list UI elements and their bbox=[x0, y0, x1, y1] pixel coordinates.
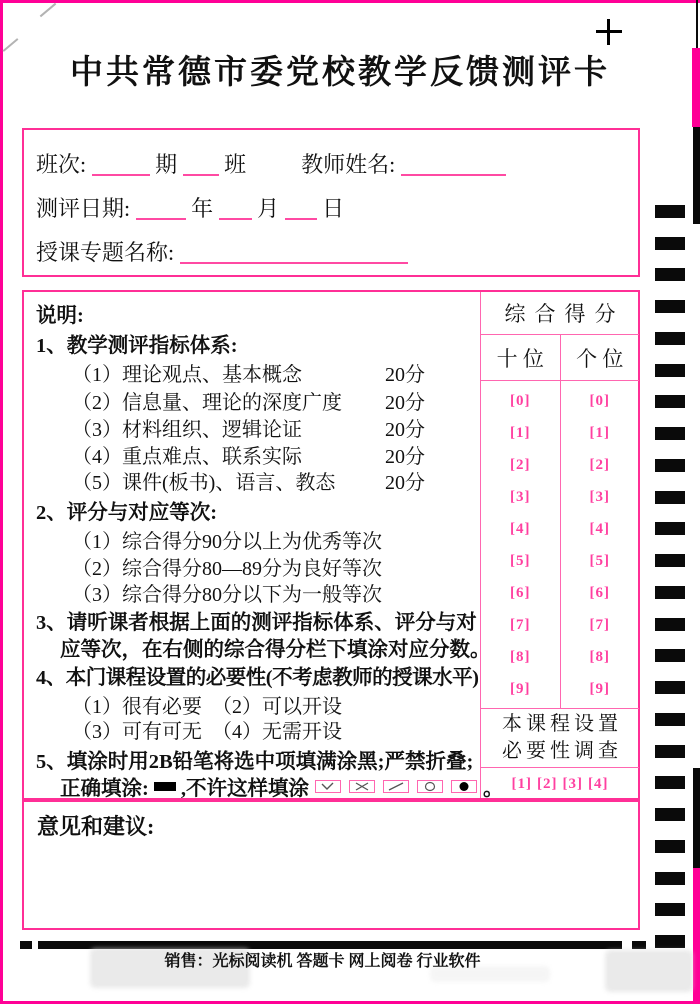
section4-options1: （1）很有必要 （2）可以开设 bbox=[72, 696, 342, 718]
indicator-row: （1）理论观点、基本概念 20分 bbox=[72, 358, 479, 387]
right-edge-black-bar-bottom bbox=[693, 768, 700, 868]
timing-mark bbox=[655, 808, 685, 821]
wrong-mark-slash-icon bbox=[383, 780, 409, 793]
topic-label: 授课专题名称: bbox=[36, 240, 175, 265]
main-box bbox=[22, 290, 640, 802]
class-row bbox=[36, 148, 506, 179]
grade-rule: （2）综合得分80—89分为良好等次 bbox=[72, 558, 382, 580]
year-blank bbox=[136, 196, 186, 220]
survey-bubble-row bbox=[481, 768, 639, 800]
month-blank bbox=[219, 196, 252, 220]
ones-bubble: [9] bbox=[589, 681, 610, 697]
page-top-border bbox=[0, 0, 700, 3]
date-label: 测评日期: bbox=[36, 196, 131, 221]
right-edge-black-bar-top bbox=[693, 127, 700, 224]
wrong-mark-dot-icon bbox=[451, 780, 477, 793]
section2-title: 2、评分与对应等次: bbox=[36, 502, 218, 524]
timing-mark bbox=[655, 554, 685, 567]
indicator-score: 20分 bbox=[385, 419, 425, 441]
tens-bubble: [0] bbox=[510, 393, 531, 409]
timing-mark bbox=[655, 872, 685, 885]
tens-header: 十 位 bbox=[481, 335, 561, 380]
timing-mark bbox=[655, 205, 685, 218]
tens-bubble: [7] bbox=[510, 617, 531, 633]
timing-mark bbox=[655, 459, 685, 472]
timing-mark bbox=[655, 522, 685, 535]
grade-rule: （1）综合得分90分以上为优秀等次 bbox=[72, 531, 382, 553]
tens-bubble: [2] bbox=[510, 457, 531, 473]
page-title: 中共常德市委党校教学反馈测评卡 bbox=[70, 55, 610, 91]
score-bubble-grid bbox=[481, 381, 639, 709]
suggestions-box bbox=[22, 798, 640, 930]
wrong-mark-cross-icon bbox=[349, 780, 375, 793]
right-edge-magenta-bar-bottom bbox=[693, 868, 700, 1004]
section3-line2: 应等次，在右侧的综合得分栏下填涂对应分数。 bbox=[60, 639, 491, 661]
timing-mark bbox=[655, 364, 685, 377]
timing-mark bbox=[655, 300, 685, 313]
timing-mark bbox=[655, 935, 685, 948]
section4-title: 4、本门课程设置的必要性(不考虑教师的授课水平) bbox=[36, 667, 479, 689]
timing-mark bbox=[655, 745, 685, 758]
vendor-footer-text: 销售：光标阅读机 答题卡 网上阅卷 行业软件 bbox=[164, 953, 481, 970]
indicator-row: （4）重点难点、联系实际 20分 bbox=[72, 440, 479, 469]
suggestions-label: 意见和建议: bbox=[37, 814, 155, 839]
ones-bubble: [3] bbox=[589, 489, 610, 505]
ones-bubble: [6] bbox=[589, 585, 610, 601]
corner-cut-mark-icon bbox=[40, 3, 57, 17]
indicator-row: （3）材料组织、逻辑论证 20分 bbox=[72, 413, 479, 442]
timing-mark bbox=[655, 649, 685, 662]
timing-mark bbox=[655, 268, 685, 281]
timing-mark bbox=[655, 427, 685, 440]
instructions-heading: 说明: bbox=[36, 305, 84, 327]
timing-mark bbox=[655, 618, 685, 631]
timing-mark bbox=[655, 332, 685, 345]
section5-line2 bbox=[60, 771, 503, 801]
ones-header: 个 位 bbox=[576, 346, 624, 371]
timing-mark bbox=[655, 903, 685, 916]
month-label: 月 bbox=[257, 196, 280, 221]
day-label: 日 bbox=[322, 196, 345, 221]
ones-bubble: [4] bbox=[589, 521, 610, 537]
indicator-score: 20分 bbox=[385, 446, 425, 468]
ones-bubble-column bbox=[561, 381, 640, 708]
class-suffix-label: 班 bbox=[224, 152, 247, 177]
timing-mark bbox=[655, 713, 685, 726]
survey-title: 本课程设置 必要性调查 bbox=[481, 709, 639, 768]
instructions-area bbox=[24, 292, 504, 800]
indicator-score: 20分 bbox=[385, 364, 425, 386]
class-label: 班次: bbox=[36, 152, 87, 177]
period-label: 期 bbox=[155, 152, 178, 177]
correct-fill-mark-icon bbox=[154, 782, 176, 791]
topic-blank bbox=[180, 240, 408, 264]
tens-bubble: [9] bbox=[510, 681, 531, 697]
tens-bubble: [8] bbox=[510, 649, 531, 665]
indicator-score: 20分 bbox=[385, 392, 425, 414]
date-row bbox=[36, 192, 344, 223]
survey-bubble: [2] bbox=[537, 775, 558, 792]
teacher-label: 教师姓名: bbox=[301, 152, 396, 177]
tens-bubble: [3] bbox=[510, 489, 531, 505]
header-fields-box bbox=[22, 128, 640, 277]
registration-plus-icon bbox=[596, 19, 622, 45]
wrong-mark-check-icon bbox=[315, 780, 341, 793]
timing-mark bbox=[655, 237, 685, 250]
correct-fill-label: 正确填涂: bbox=[60, 778, 149, 800]
indicator-row: （5）课件(板书)、语言、教态 20分 bbox=[72, 466, 479, 495]
timing-mark bbox=[655, 840, 685, 853]
right-edge-black-line bbox=[696, 0, 698, 48]
section4-options2: （3）可有可无 （4）无需开设 bbox=[72, 721, 342, 743]
tens-bubble: [4] bbox=[510, 521, 531, 537]
timing-mark bbox=[655, 395, 685, 408]
section1-title: 1、教学测评指标体系: bbox=[36, 335, 238, 357]
section3-line1: 3、请听课者根据上面的测评指标体系、评分与对 bbox=[36, 612, 477, 634]
wrong-fill-label: ,不许这样填涂 bbox=[180, 778, 309, 800]
ones-bubble: [7] bbox=[589, 617, 610, 633]
wrong-mark-circle-icon bbox=[417, 780, 443, 793]
ones-bubble: [1] bbox=[589, 425, 610, 441]
teacher-blank bbox=[401, 152, 506, 176]
digit-header-row bbox=[481, 335, 639, 381]
class-blank bbox=[92, 152, 150, 176]
grade-rule: （3）综合得分80分以下为一般等次 bbox=[72, 584, 382, 606]
timing-mark bbox=[655, 776, 685, 789]
score-panel-title: 综合得分 bbox=[481, 292, 639, 335]
tens-bubble: [1] bbox=[510, 425, 531, 441]
indicator-row: （2）信息量、理论的深度广度 20分 bbox=[72, 386, 479, 415]
survey-bubble: [1] bbox=[511, 775, 532, 792]
ones-bubble: [5] bbox=[589, 553, 610, 569]
tens-bubble-column bbox=[481, 381, 561, 708]
wrong-fill-examples bbox=[315, 780, 477, 793]
tens-bubble: [6] bbox=[510, 585, 531, 601]
timing-mark bbox=[655, 586, 685, 599]
period-blank bbox=[183, 152, 219, 176]
sentence-end: 。 bbox=[482, 778, 504, 800]
section5-line1: 5、填涂时用2B铅笔将选中项填满涂黑;严禁折叠; bbox=[36, 751, 474, 773]
tens-bubble: [5] bbox=[510, 553, 531, 569]
survey-bubble: [4] bbox=[588, 775, 609, 792]
year-label: 年 bbox=[191, 196, 214, 221]
indicator-score: 20分 bbox=[385, 472, 425, 494]
page-left-border bbox=[0, 0, 3, 1004]
day-blank bbox=[285, 196, 317, 220]
ones-bubble: [8] bbox=[589, 649, 610, 665]
topic-row bbox=[36, 236, 408, 267]
right-edge-magenta-bar-top bbox=[692, 48, 700, 127]
ones-bubble: [2] bbox=[589, 457, 610, 473]
timing-mark bbox=[655, 681, 685, 694]
score-panel bbox=[480, 292, 639, 800]
ones-bubble: [0] bbox=[589, 393, 610, 409]
timing-mark bbox=[655, 491, 685, 504]
survey-bubble: [3] bbox=[562, 775, 583, 792]
